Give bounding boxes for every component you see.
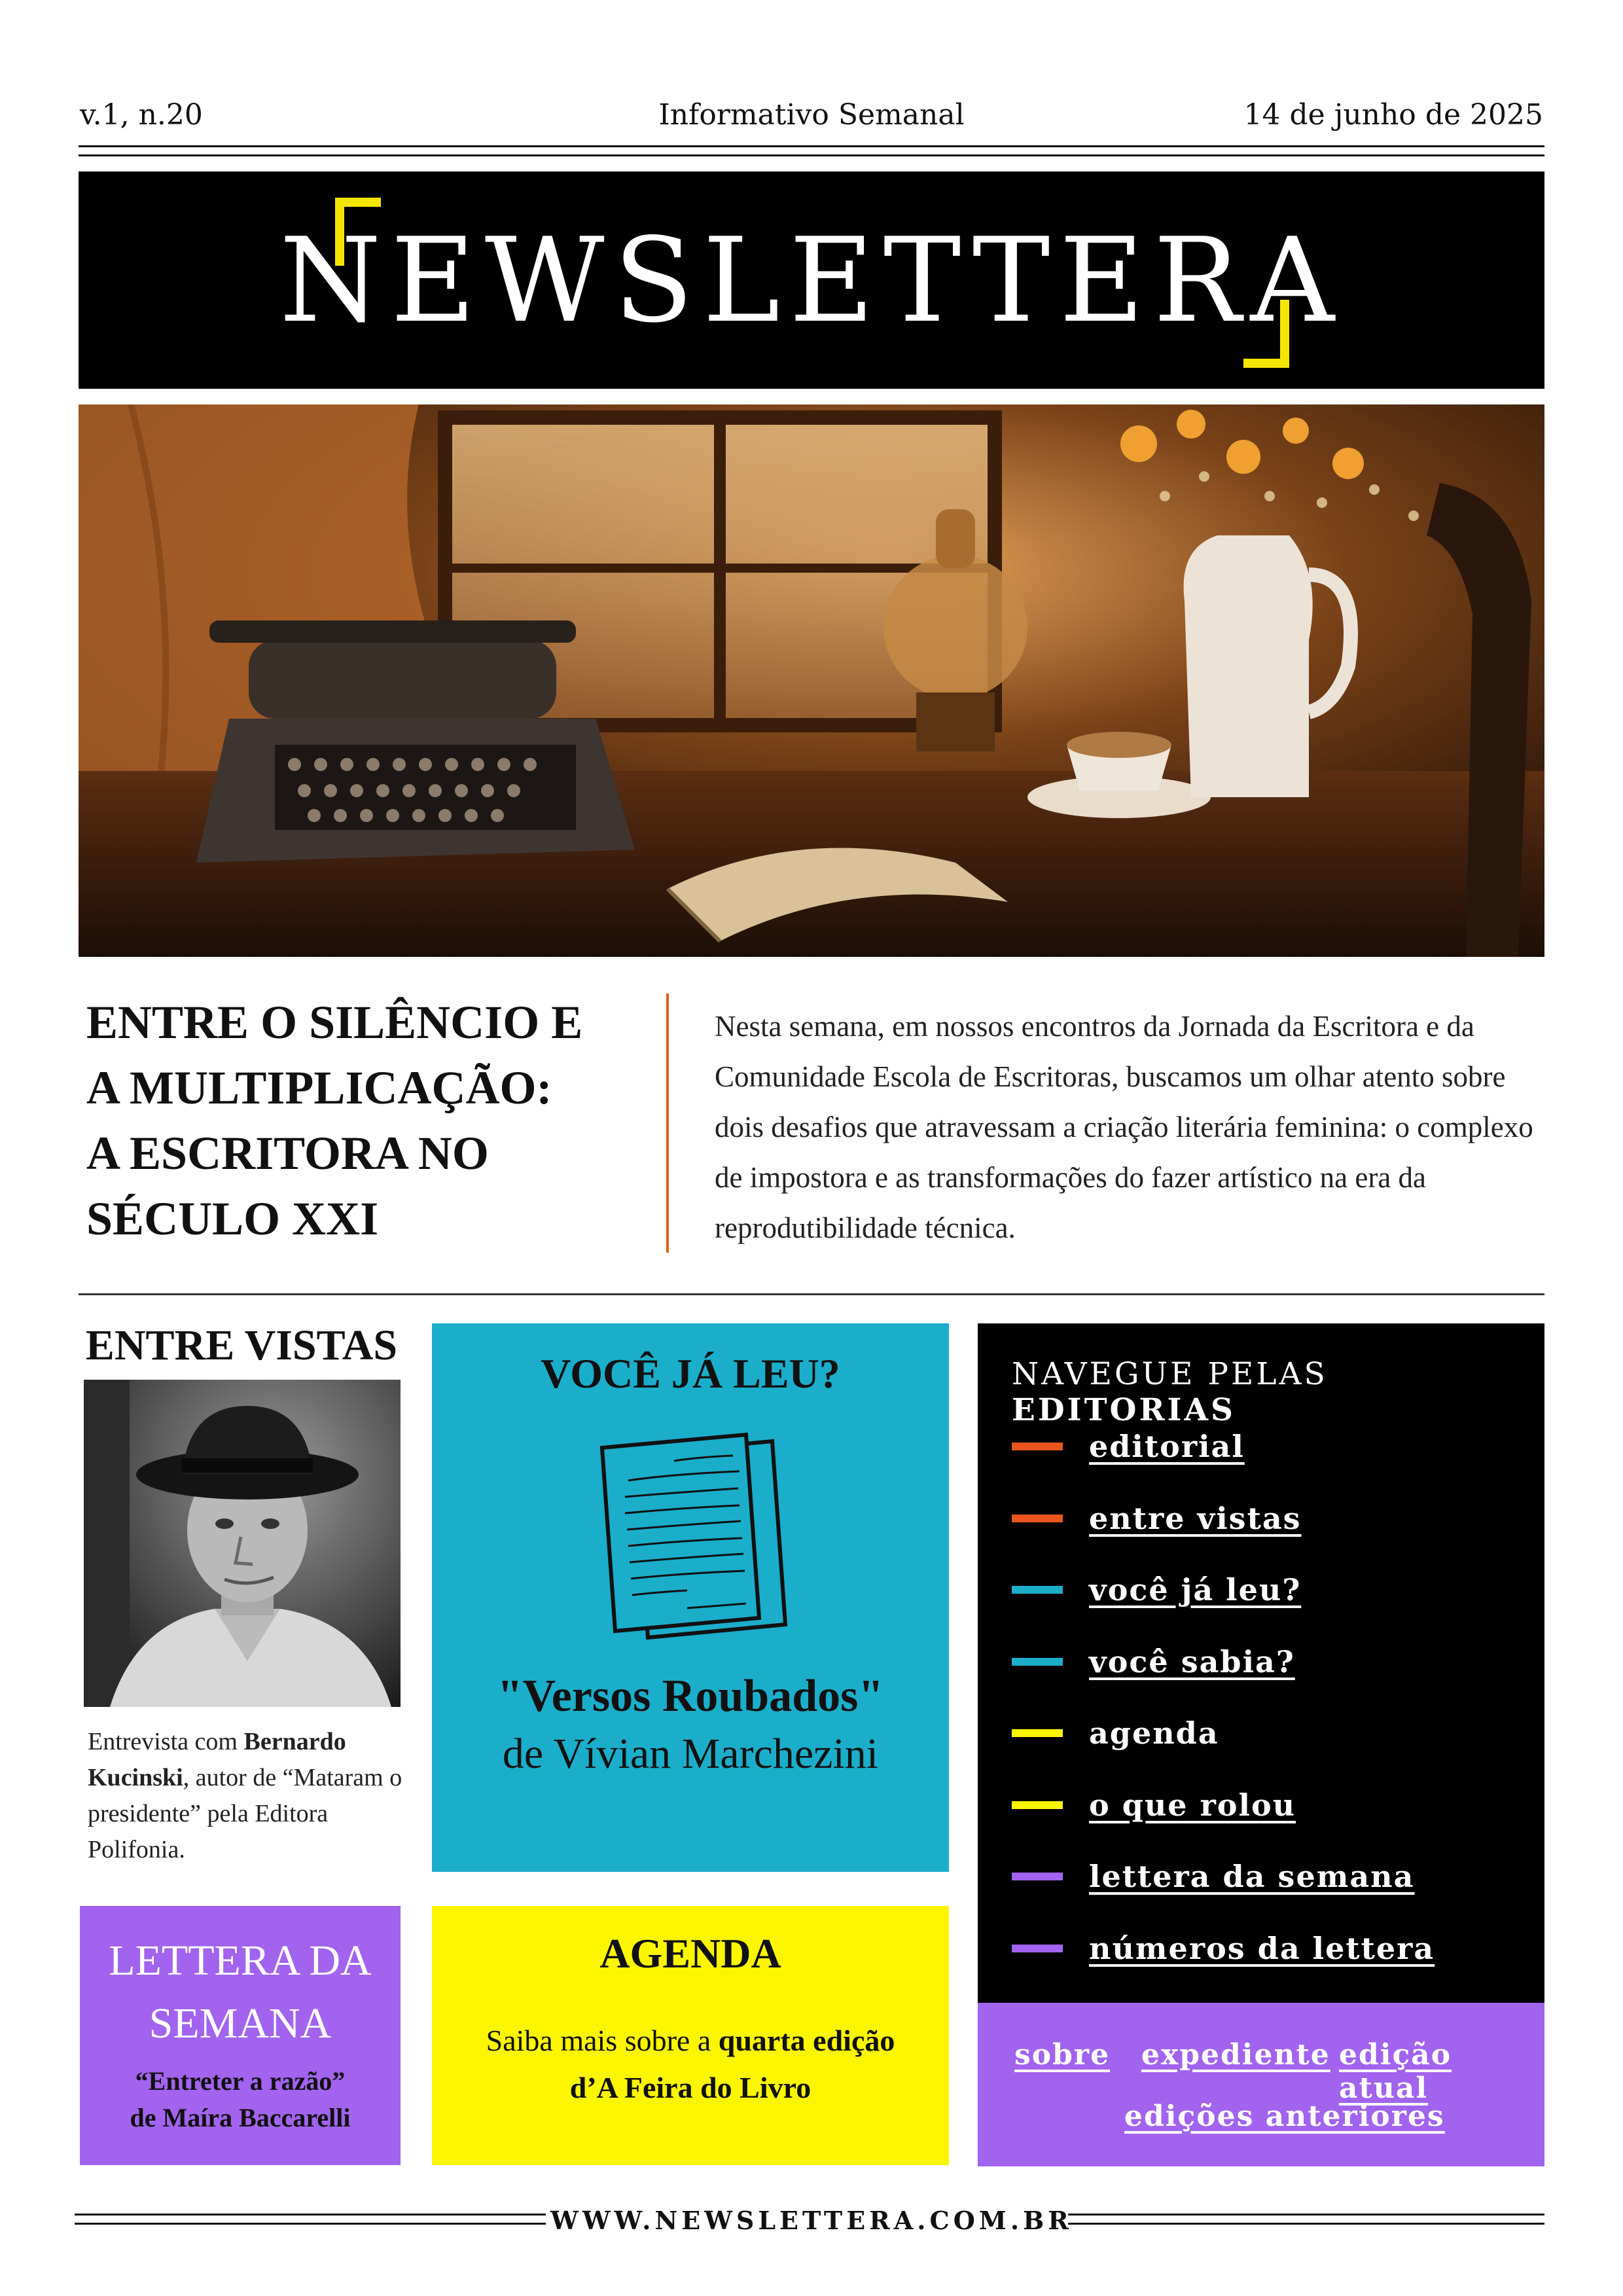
nav-item-label[interactable]: lettera da semana <box>1089 1859 1415 1894</box>
nav-item-label[interactable]: entre vistas <box>1089 1501 1302 1536</box>
feature-intro: Nesta semana, em nossos encontros da Jornada da Escritora e da Comunidade Escola de Escritoras, buscamos um olhar atento sobre dois desafios que atravessam a criação literária feminina: o complexo de impostora e as transformações do fazer artístico na era da reprodutibilidade técnica. <box>715 1010 1533 1244</box>
voce-ja-leu-box <box>432 1323 949 1872</box>
header-rule-top <box>79 145 1544 147</box>
nav-item-label[interactable]: números da lettera <box>1089 1931 1435 1966</box>
issue-date: 14 de junho de 2025 <box>1243 98 1543 132</box>
nav-color-marker <box>1012 1801 1063 1809</box>
hero-image-typewriter-desk <box>79 404 1544 957</box>
website-url[interactable]: WWW.NEWSLETTERA.COM.BR <box>550 2206 1073 2235</box>
nav-color-marker <box>1012 1658 1063 1666</box>
agenda-event: quarta edição d’A Feira do Livro <box>569 2024 895 2104</box>
feature-headline <box>86 990 662 1251</box>
nav-item[interactable] <box>1012 1499 1302 1538</box>
nav-item[interactable] <box>1012 1929 1435 1968</box>
nav-item-label[interactable]: editorial <box>1089 1429 1245 1464</box>
nav-color-marker <box>1012 1515 1063 1522</box>
lettera-work: “Entreter a razão” <box>135 2066 346 2096</box>
book-author: de Vívian Marchezini <box>502 1730 879 1778</box>
interviewee-photo <box>84 1380 401 1707</box>
nav-item-label[interactable]: o que rolou <box>1089 1787 1296 1823</box>
lettera-subtitle <box>80 2063 401 2136</box>
feature-headline-line: A ESCRITORA NO <box>86 1127 489 1179</box>
nav-color-marker <box>1012 1586 1063 1594</box>
feature-headline-line: A MULTIPLICAÇÃO: <box>86 1062 552 1114</box>
interview-caption <box>88 1724 408 1868</box>
book-title: "Versos Roubados" <box>497 1671 884 1721</box>
headline-divider <box>666 994 669 1253</box>
nav-footer <box>978 2003 1544 2166</box>
bracket-bottom-right <box>1243 300 1289 368</box>
voce-ja-leu-title: VOCÊ JÁ LEU? <box>541 1350 840 1397</box>
volume-number: v.1, n.20 <box>80 98 203 132</box>
lettera-author: de Maíra Baccarelli <box>130 2103 351 2132</box>
nav-item-label[interactable]: você já leu? <box>1089 1572 1302 1607</box>
nav-color-marker <box>1012 1443 1063 1450</box>
nav-item-label[interactable]: agenda <box>1089 1715 1219 1751</box>
nav-item[interactable] <box>1012 1570 1301 1609</box>
lettera-title <box>80 1929 401 2055</box>
lettera-title-line: LETTERA DA <box>109 1937 372 1984</box>
lettera-da-semana-box <box>80 1906 401 2165</box>
caption-prefix: Entrevista com <box>88 1728 244 1755</box>
header-rule-bottom <box>79 154 1544 156</box>
nav-color-marker <box>1012 1729 1063 1737</box>
link-sobre[interactable]: sobre <box>1014 2038 1111 2072</box>
nav-item-label[interactable]: você sabia? <box>1089 1644 1295 1679</box>
nav-item[interactable] <box>1012 1427 1245 1466</box>
caption-suffix: , autor de “Mataram o presidente” pela Editora Polifonia. <box>88 1764 402 1863</box>
nav-item[interactable] <box>1012 1642 1295 1681</box>
newsletter-subtitle: Informativo Semanal <box>658 98 965 132</box>
agenda-title: AGENDA <box>599 1930 781 1977</box>
masthead-title: NEWSLETTERA <box>279 212 1344 348</box>
nav-item[interactable] <box>1012 1857 1414 1896</box>
agenda-text <box>458 2017 923 2111</box>
agenda-text-prefix: Saiba mais sobre a <box>486 2024 719 2057</box>
link-edicoes-anteriores[interactable]: edições anteriores <box>1124 2100 1445 2133</box>
nav-color-marker <box>1012 1945 1063 1952</box>
feature-headline-line: ENTRE O SILÊNCIO E <box>86 996 583 1049</box>
nav-item[interactable] <box>1012 1713 1219 1753</box>
nav-title <box>1012 1356 1544 1428</box>
agenda-box <box>432 1906 949 2165</box>
nav-title-prefix: NAVEGUE PELAS <box>1012 1356 1328 1392</box>
entre-vistas-title: ENTRE VISTAS <box>85 1321 398 1369</box>
letter-illustration-icon <box>589 1428 792 1647</box>
nav-title-bold: EDITORIAS <box>1012 1392 1236 1428</box>
masthead <box>79 171 1544 389</box>
nav-color-marker <box>1012 1873 1063 1880</box>
nav-item[interactable] <box>1012 1785 1296 1825</box>
feature-headline-line: SÉCULO XXI <box>86 1193 379 1245</box>
link-edicao-atual[interactable]: edição atual <box>1339 2038 1452 2105</box>
bracket-top-left <box>335 198 381 266</box>
link-expediente[interactable]: expediente <box>1141 2038 1330 2072</box>
interviewee-name: Bernardo Kucinski <box>88 1728 346 1791</box>
section-divider <box>79 1293 1544 1295</box>
lettera-title-line: SEMANA <box>149 2000 332 2047</box>
